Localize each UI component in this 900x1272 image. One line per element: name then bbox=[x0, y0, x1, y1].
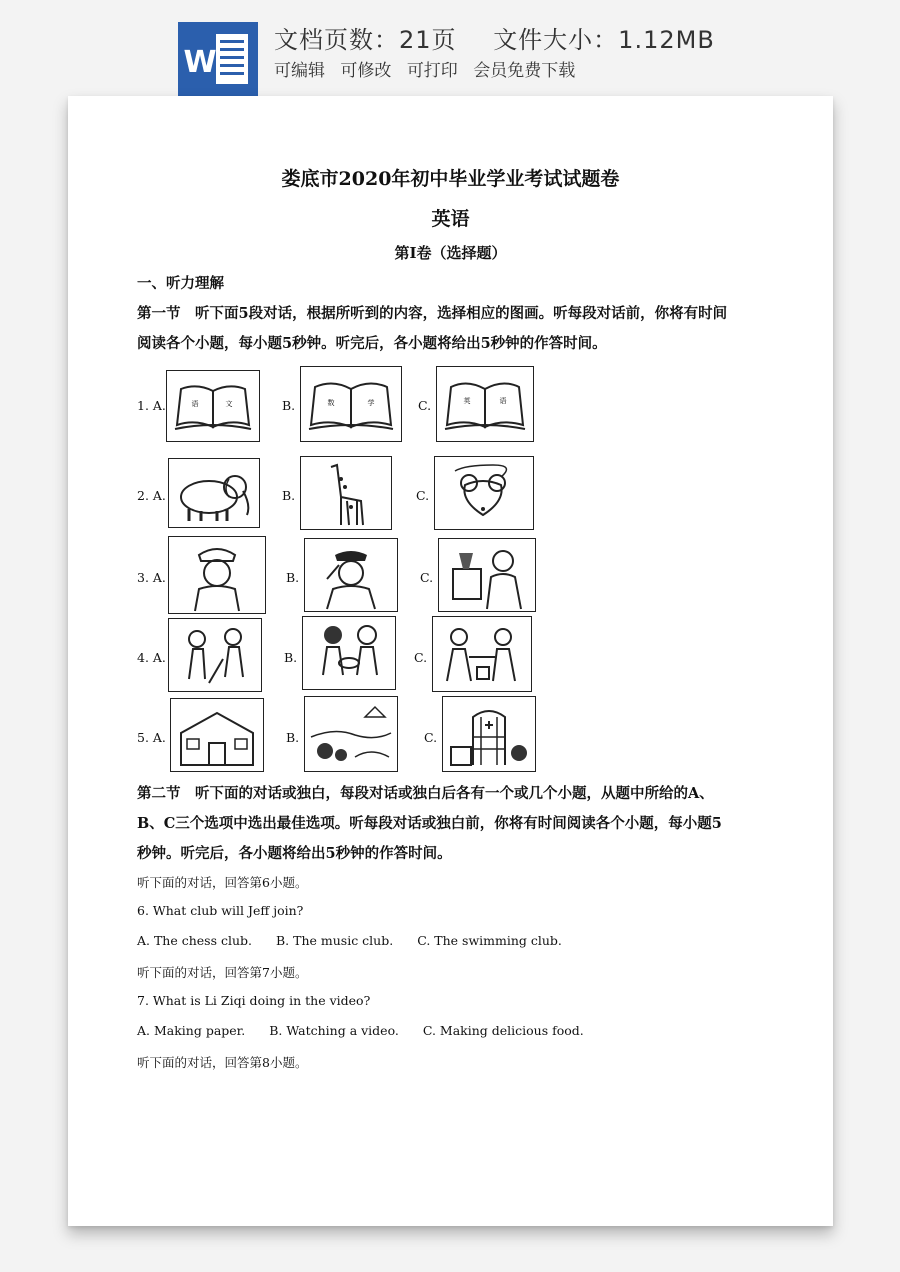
option-label: B. bbox=[282, 398, 296, 413]
option-a: A. Making paper. bbox=[137, 1023, 246, 1038]
book-picture bbox=[436, 366, 534, 442]
question-label: 3. A. bbox=[137, 570, 166, 585]
option-label: B. bbox=[286, 570, 300, 585]
question-label: 2. A. bbox=[137, 488, 166, 503]
document-page bbox=[68, 96, 833, 1226]
svg-text:文: 文 bbox=[225, 400, 233, 408]
mouse-picture bbox=[434, 456, 534, 530]
feature-item: 可编辑 bbox=[274, 61, 325, 81]
option-c: C. Making delicious food. bbox=[422, 1023, 584, 1038]
section2-text: B、C三个选项中选出最佳选项。听每段对话或独白前，你将有时间阅读各个小题，每小题5 bbox=[137, 815, 722, 832]
feature-item: 可修改 bbox=[340, 61, 392, 81]
option-label: B. bbox=[284, 650, 298, 665]
svg-text:语: 语 bbox=[191, 400, 199, 408]
option-a: A. The chess club. bbox=[137, 933, 253, 948]
cooking-picture bbox=[302, 616, 396, 690]
school-picture bbox=[170, 698, 264, 772]
hospital-picture bbox=[442, 696, 536, 772]
listen-instruction: 听下面的对话，回答第8小题。 bbox=[137, 1055, 308, 1070]
option-label: C. bbox=[414, 650, 428, 665]
park-picture bbox=[304, 696, 398, 772]
question-label: 5. A. bbox=[137, 730, 166, 745]
option-label: B. bbox=[282, 488, 296, 503]
question-label: 1. A. bbox=[137, 398, 166, 413]
feature-item: 可打印 bbox=[406, 61, 458, 81]
feature-list bbox=[274, 56, 585, 81]
option-label: C. bbox=[424, 730, 438, 745]
book-picture bbox=[166, 370, 260, 442]
book-picture bbox=[300, 366, 402, 442]
section2-text: 第二节 听下面的对话或独白，每段对话或独白后各有一个或几个小题，从题中所给的A、 bbox=[137, 785, 714, 802]
option-b: B. The music club. bbox=[276, 933, 394, 948]
question-label: 4. A. bbox=[137, 650, 166, 665]
question-6-options bbox=[137, 933, 562, 948]
svg-text:英: 英 bbox=[463, 397, 471, 405]
option-c: C. The swimming club. bbox=[417, 933, 562, 948]
question-6: 6. What club will Jeff join? bbox=[137, 903, 304, 918]
volume-heading: 第Ⅰ卷（选择题） bbox=[394, 244, 507, 262]
svg-text:数: 数 bbox=[327, 399, 335, 407]
question-7-options bbox=[137, 1023, 584, 1038]
scientist-picture bbox=[438, 538, 536, 612]
file-size: 文件大小：1.12MB bbox=[493, 26, 715, 54]
option-label: B. bbox=[286, 730, 300, 745]
elephant-picture bbox=[168, 458, 260, 528]
section1-text: 阅读各个小题，每小题5秒钟。听完后，各小题将给出5秒钟的作答时间。 bbox=[137, 335, 607, 352]
exam-subject: 英语 bbox=[431, 208, 470, 230]
svg-text:学: 学 bbox=[367, 399, 375, 407]
carrying-water-picture bbox=[432, 616, 532, 692]
word-document-icon bbox=[178, 22, 258, 96]
sweeping-picture bbox=[168, 618, 262, 692]
svg-text:W: W bbox=[183, 45, 217, 80]
option-label: C. bbox=[420, 570, 434, 585]
doc-stats bbox=[274, 20, 743, 55]
listen-instruction: 听下面的对话，回答第7小题。 bbox=[137, 965, 308, 980]
feature-item: 会员免费下载 bbox=[473, 61, 576, 81]
question-7: 7. What is Li Ziqi doing in the video? bbox=[137, 993, 371, 1008]
download-header bbox=[0, 0, 900, 96]
giraffe-picture bbox=[300, 456, 392, 530]
part-heading: 一、听力理解 bbox=[137, 275, 224, 292]
svg-text:语: 语 bbox=[499, 397, 507, 405]
option-label: C. bbox=[416, 488, 430, 503]
listen-instruction: 听下面的对话，回答第6小题。 bbox=[137, 875, 308, 890]
police-officer-picture bbox=[168, 536, 266, 614]
page-count: 文档页数：21页 bbox=[274, 26, 457, 54]
soldier-picture bbox=[304, 538, 398, 612]
exam-title: 娄底市2020年初中毕业学业考试试题卷 bbox=[281, 168, 620, 190]
option-b: B. Watching a video. bbox=[269, 1023, 399, 1038]
section1-text: 第一节 听下面5段对话，根据所听到的内容，选择相应的图画。听每段对话前，你将有时间 bbox=[137, 305, 728, 322]
section2-text: 秒钟。听完后，各小题将给出5秒钟的作答时间。 bbox=[137, 845, 452, 862]
option-label: C. bbox=[418, 398, 432, 413]
